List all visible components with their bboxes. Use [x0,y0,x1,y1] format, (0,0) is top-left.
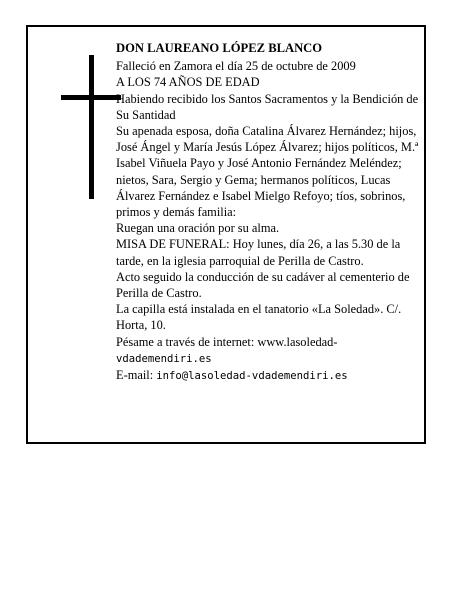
email-line [116,367,424,384]
funeral-paragraph: MISA DE FUNERAL: Hoy lunes, día 26, a las 5.30 de la tarde, en la iglesia parroquial de Perilla de Castro. [116,237,401,268]
condolence-website-end[interactable]: vdademendiri.es [116,352,212,365]
family-paragraph: Su apenada esposa, doña Catalina Álvarez Hernández; hijos, José Ángel y María Jesús López Álvarez; hijos políticos, M.ª Isabel Viñuela Payo y José Antonio Fernández Meléndez; nietos, Sara, Sergio y Gema; hermanos políticos, Lucas Álvarez Fernández e Isabel Mielgo Refoyo; tíos, sobrinos, primos y demás familia: [116,124,419,220]
age-line: A LOS 74 AÑOS DE EDAD [116,75,260,90]
sacraments-line: Habiendo recibido los Santos Sacramentos y la Bendición de Su Santidad [116,91,419,122]
cross-icon [61,55,121,199]
condolence-line [116,334,424,367]
condolence-website-start[interactable]: www.lasoledad- [257,334,338,349]
email-label: E-mail: [116,368,157,383]
prayer-request: Ruegan una oración por su alma. [116,221,280,236]
burial-paragraph: Acto seguido la conducción de su cadáver al cementerio de Perilla de Castro. [116,269,410,301]
obituary-notice [26,25,426,444]
obituary-text [116,40,424,384]
email-address[interactable]: info@lasoledad-vdademendiri.es [156,370,348,383]
chapel-paragraph: La capilla está instalada en el tanatorio «La Soledad». C/. Horta, 10. [116,302,402,333]
death-line: Falleció en Zamora el día 25 de octubre de 2009 [116,59,356,74]
condolence-label: Pésame a través de internet: [116,334,258,349]
deceased-name: DON LAUREANO LÓPEZ BLANCO [116,41,323,55]
